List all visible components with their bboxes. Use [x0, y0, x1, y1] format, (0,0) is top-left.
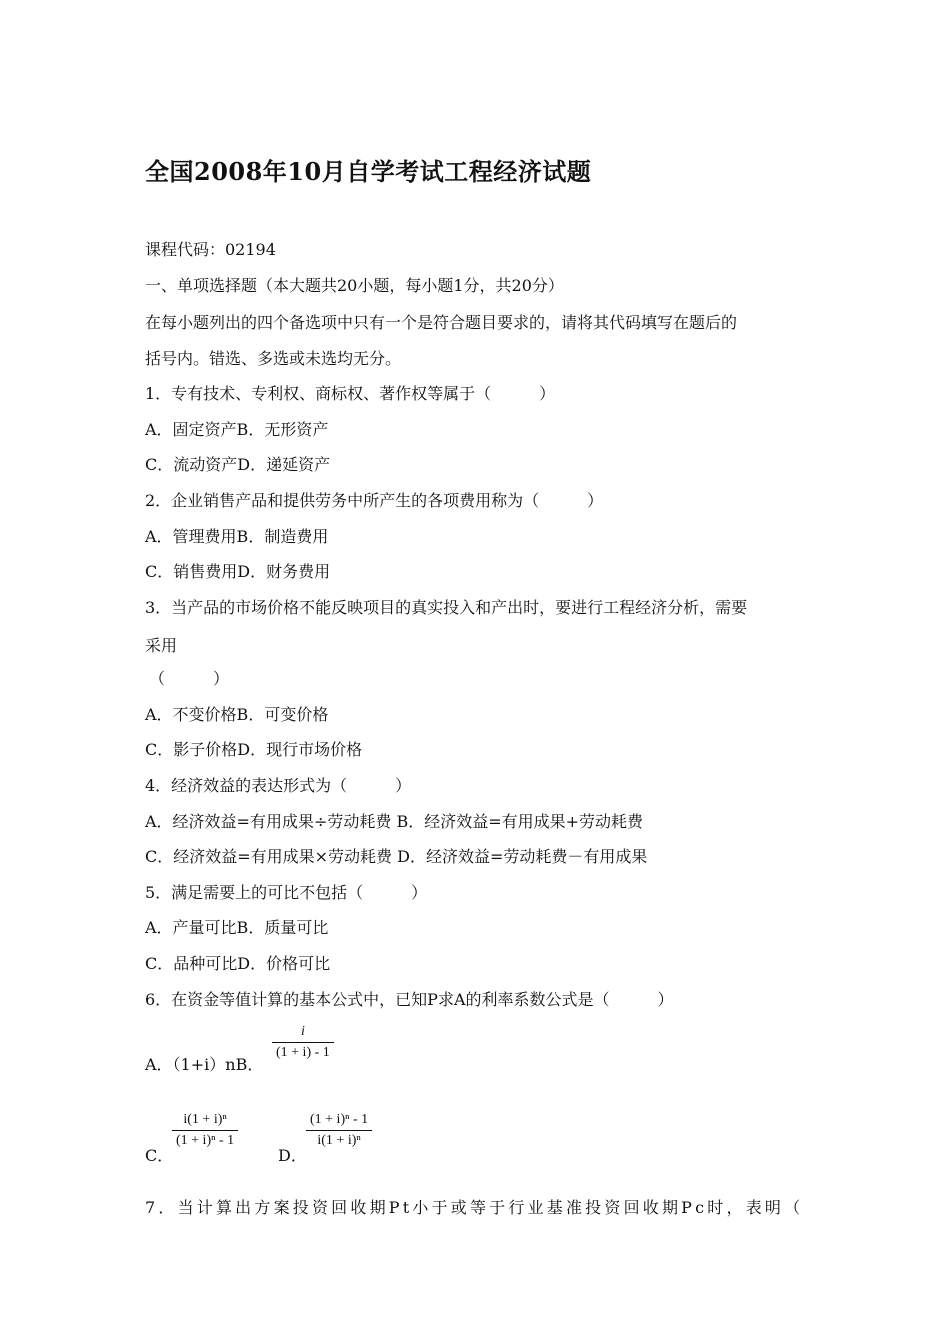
- question-6-option-a: A．（1+i）nB．: [145, 1055, 264, 1074]
- question-2-options-ab: A．管理费用B．制造费用: [145, 527, 329, 546]
- question-1-stem: 1．专有技术、专利权、商标权、著作权等属于（ ）: [145, 384, 556, 403]
- instructions-line-2: 括号内。错选、多选或未选均无分。: [145, 349, 402, 368]
- question-4-options-ab: A．经济效益=有用成果÷劳动耗费 B．经济效益=有用成果+劳动耗费: [145, 812, 644, 831]
- question-3-options-ab: A．不变价格B．可变价格: [145, 705, 329, 724]
- question-6-stem: 6．在资金等值计算的基本公式中，已知P求A的利率系数公式是（ ）: [145, 990, 674, 1009]
- question-3-stem-line-2: 采用: [145, 636, 178, 655]
- option-b-numerator: i: [272, 1024, 334, 1043]
- option-c-denominator: (1 + i)ⁿ - 1: [176, 1133, 235, 1148]
- question-5-options-ab: A．产量可比B．质量可比: [145, 918, 329, 937]
- question-6-option-d-label: D．: [278, 1146, 307, 1165]
- question-7-stem: 7．当计算出方案投资回收期Pt小于或等于行业基准投资回收期Pc时，表明（: [145, 1198, 804, 1217]
- question-3-stem-line-1: 3．当产品的市场价格不能反映项目的真实投入和产出时，要进行工程经济分析，需要: [145, 598, 748, 617]
- course-code: 课程代码：02194: [145, 240, 276, 259]
- instructions-line-1: 在每小题列出的四个备选项中只有一个是符合题目要求的，请将其代码填写在题后的: [145, 313, 738, 332]
- question-6-option-c-formula: [172, 1112, 238, 1149]
- option-d-numerator: (1 + i)ⁿ - 1: [306, 1112, 372, 1131]
- option-c-numerator: i(1 + i)ⁿ: [172, 1112, 238, 1131]
- page-title: 全国2008年10月自学考试工程经济试题: [145, 157, 592, 186]
- question-1-options-ab: A．固定资产B．无形资产: [145, 420, 329, 439]
- section-heading: 一、单项选择题（本大题共20小题，每小题1分，共20分）: [145, 276, 564, 295]
- question-3-stem-line-3: （ ）: [149, 669, 230, 688]
- question-6-option-d-formula: [306, 1112, 372, 1149]
- question-5-options-cd: C．品种可比D．价格可比: [145, 954, 331, 973]
- question-6-option-c-label: C．: [145, 1146, 174, 1165]
- question-4-options-cd: C．经济效益=有用成果×劳动耗费 D．经济效益=劳动耗费－有用成果: [145, 847, 648, 866]
- option-b-denominator: (1 + i) - 1: [276, 1045, 330, 1060]
- option-d-denominator: i(1 + i)ⁿ: [317, 1133, 361, 1148]
- question-5-stem: 5．满足需要上的可比不包括（ ）: [145, 883, 428, 902]
- question-2-options-cd: C．销售费用D．财务费用: [145, 562, 331, 581]
- question-4-stem: 4．经济效益的表达形式为（ ）: [145, 776, 412, 795]
- question-2-stem: 2．企业销售产品和提供劳务中所产生的各项费用称为（ ）: [145, 491, 604, 510]
- question-3-options-cd: C．影子价格D．现行市场价格: [145, 740, 363, 759]
- question-1-options-cd: C．流动资产D．递延资产: [145, 455, 331, 474]
- question-6-option-b-formula: [272, 1024, 334, 1061]
